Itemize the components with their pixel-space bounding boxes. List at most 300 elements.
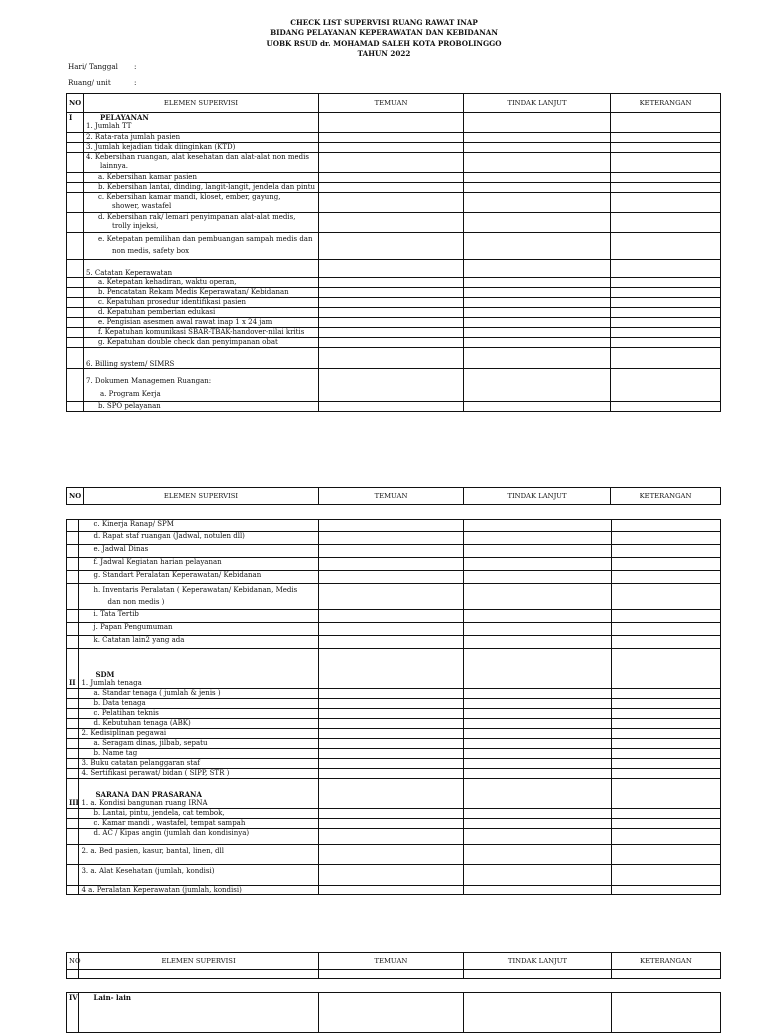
meta-unit-label: Ruang/ unit — [68, 78, 111, 87]
table-cell — [611, 636, 720, 649]
table-cell — [464, 709, 612, 719]
table-cell — [319, 153, 464, 173]
table-cell — [84, 369, 319, 402]
table-cell — [464, 558, 612, 571]
table-cell — [611, 558, 720, 571]
table-cell — [67, 689, 79, 699]
table-header-row — [67, 94, 721, 113]
table-row — [67, 623, 721, 636]
table-cell — [318, 886, 464, 895]
item-label: c. Kepatuhan prosedur identifikasi pasien — [84, 298, 319, 308]
table-cell — [611, 532, 720, 545]
table-cell — [464, 318, 611, 328]
table-cell — [611, 133, 721, 143]
table-cell — [464, 183, 611, 193]
table-row — [67, 699, 721, 709]
meta-colon: : — [134, 62, 137, 71]
table-cell — [464, 809, 612, 819]
table-row — [67, 970, 721, 979]
table-cell — [67, 819, 79, 829]
table-cell — [67, 328, 84, 338]
table-cell — [611, 729, 720, 739]
table-cell — [318, 819, 464, 829]
table-row — [67, 318, 721, 328]
table-cell[interactable] — [464, 113, 611, 133]
table-row — [67, 729, 721, 739]
table-cell — [318, 610, 464, 623]
table-cell — [67, 769, 79, 779]
table-cell — [464, 584, 612, 610]
table-cell — [67, 308, 84, 318]
table-cell — [611, 260, 721, 278]
table-cell — [67, 402, 84, 412]
table-cell — [67, 369, 84, 402]
table-cell — [318, 829, 464, 845]
table-row — [67, 719, 721, 729]
item-label: trolly injeksi, — [112, 222, 159, 230]
table-cell — [464, 749, 612, 759]
item-label: k. Catatan lain2 yang ada — [79, 636, 318, 649]
table-cell — [611, 520, 720, 532]
item-label: e. Ketepatan pemilihan dan pembuangan sampah medis dan — [98, 235, 313, 243]
table-row — [67, 759, 721, 769]
table-cell — [464, 348, 611, 369]
table-cell — [84, 193, 319, 213]
table-cell[interactable] — [611, 113, 721, 133]
item-label: a. Seragam dinas, jilbab, sepatu — [79, 739, 318, 749]
table-cell — [318, 739, 464, 749]
table-cell — [67, 153, 84, 173]
table-cell — [611, 649, 720, 689]
table-cell — [611, 183, 721, 193]
item-label: i. Tata Tertib — [79, 610, 318, 623]
section-number: II — [67, 649, 79, 689]
table-cell — [318, 970, 464, 979]
item-label: a. Kebersihan kamar pasien — [84, 173, 319, 183]
table-row — [67, 769, 721, 779]
table-row — [67, 809, 721, 819]
table-cell — [464, 729, 612, 739]
table-cell — [319, 348, 464, 369]
table-cell — [464, 779, 612, 809]
col-keterangan: KETERANGAN — [611, 488, 721, 505]
table-row — [67, 545, 721, 558]
item-label: g. Kepatuhan double check dan penyimpanan obat — [84, 338, 319, 348]
table-cell — [319, 298, 464, 308]
table-row — [67, 689, 721, 699]
table-cell — [611, 845, 720, 865]
table-cell — [318, 709, 464, 719]
table-cell — [464, 886, 612, 895]
table-cell — [464, 260, 611, 278]
table-cell — [67, 133, 84, 143]
table-cell — [318, 809, 464, 819]
table-row — [67, 636, 721, 649]
table-cell — [318, 759, 464, 769]
table-cell — [611, 143, 721, 153]
item-label: c. Kamar mandi , wastafel, tempat sampah — [79, 819, 318, 829]
item-label: 3. a. Alat Kesehatan (jumlah, kondisi) — [79, 865, 318, 886]
table-cell — [611, 829, 720, 845]
table-cell — [67, 809, 79, 819]
table-row — [67, 749, 721, 759]
table-cell — [464, 545, 612, 558]
checklist-table-2 — [66, 519, 721, 895]
table-cell — [319, 143, 464, 153]
item-label: h. Inventaris Peralatan ( Keperawatan/ Kebidanan, Medis — [93, 586, 298, 594]
table-header-row — [67, 488, 721, 505]
table-cell — [611, 288, 721, 298]
table-cell — [464, 610, 612, 623]
table-cell — [318, 520, 464, 532]
table-cell — [464, 970, 612, 979]
table-cell — [67, 709, 79, 719]
item-label: 7. Dokumen Managemen Ruangan: — [86, 377, 212, 385]
table-cell — [67, 143, 84, 153]
table-cell — [464, 819, 612, 829]
table-cell — [67, 532, 79, 545]
table-cell — [611, 173, 721, 183]
table-cell — [611, 610, 720, 623]
table-cell — [464, 153, 611, 173]
table-cell — [318, 845, 464, 865]
table-cell — [464, 699, 612, 709]
col-temuan: TEMUAN — [319, 94, 464, 113]
table-cell — [611, 623, 720, 636]
section-number: IV — [67, 993, 79, 1033]
checklist-table-3-header — [66, 952, 721, 979]
table-row — [67, 338, 721, 348]
table-cell — [611, 318, 721, 328]
table-cell — [319, 288, 464, 298]
col-elemen: ELEMEN SUPERVISI — [84, 488, 319, 505]
col-keterangan: KETERANGAN — [611, 953, 720, 970]
table-cell — [67, 298, 84, 308]
item-label: 2. Kedisiplinan pegawai — [79, 729, 318, 739]
table-cell — [611, 709, 720, 719]
item-label: 3. Buku catatan pelanggaran staf — [79, 759, 318, 769]
table-cell — [464, 829, 612, 845]
table-cell — [464, 520, 612, 532]
table-cell — [464, 213, 611, 233]
table-cell — [611, 402, 721, 412]
table-header-row — [67, 953, 721, 970]
table-cell — [67, 520, 79, 532]
table-cell — [319, 369, 464, 402]
table-row — [67, 558, 721, 571]
meta-date — [68, 62, 137, 71]
item-label: 2. Rata-rata jumlah pasien — [84, 133, 319, 143]
item-label: 3. Jumlah kejadian tidak diinginkan (KTD) — [84, 143, 319, 153]
checklist-table-3 — [66, 992, 721, 1033]
table-cell — [464, 143, 611, 153]
table-row — [67, 532, 721, 545]
table-cell — [67, 173, 84, 183]
section-number: I — [67, 113, 84, 133]
table-cell — [67, 278, 84, 288]
table-cell — [464, 759, 612, 769]
item-label: 5. Catatan Keperawatan — [84, 260, 319, 278]
table-cell — [318, 749, 464, 759]
table-cell — [318, 636, 464, 649]
table-cell — [318, 779, 464, 809]
item-label: a. Program Kerja — [100, 390, 161, 398]
table-cell — [611, 779, 720, 809]
table-cell — [67, 318, 84, 328]
table-cell — [611, 759, 720, 769]
table-cell — [67, 886, 79, 895]
section-title: SARANA DAN PRASARANA — [95, 790, 202, 799]
item-label: non medis, safety box — [112, 247, 190, 255]
table-cell — [464, 571, 612, 584]
table-row — [67, 183, 721, 193]
table-cell — [319, 278, 464, 288]
table-cell — [464, 623, 612, 636]
item-label: 1. a. Kondisi bangunan ruang IRNA — [81, 799, 208, 807]
item-label: e. Pengisian asesmen awal rawat inap 1 x 24 jam — [84, 318, 319, 328]
item-label: a. Ketepatan kehadiran, waktu operan, — [84, 278, 319, 288]
table-cell[interactable] — [319, 113, 464, 133]
table-row — [67, 829, 721, 845]
table-cell — [464, 233, 611, 260]
checklist-table-1 — [66, 93, 721, 412]
table-cell — [464, 288, 611, 298]
table-cell — [464, 298, 611, 308]
table-cell — [84, 113, 319, 133]
table-row — [67, 113, 721, 133]
table-cell — [611, 369, 721, 402]
table-cell — [611, 278, 721, 288]
table-cell — [67, 829, 79, 845]
table-cell — [67, 193, 84, 213]
meta-date-label: Hari/ Tanggal — [68, 62, 118, 71]
table-cell — [464, 636, 612, 649]
table-cell — [67, 636, 79, 649]
table-cell — [67, 571, 79, 584]
table-row — [67, 260, 721, 278]
table-cell — [67, 845, 79, 865]
item-label: j. Papan Pengumuman — [79, 623, 318, 636]
table-cell — [464, 278, 611, 288]
item-label: e. Jadwal Dinas — [79, 545, 318, 558]
item-label: b. Name tag — [79, 749, 318, 759]
table-cell — [319, 193, 464, 213]
table-row — [67, 993, 721, 1033]
table-cell — [319, 213, 464, 233]
table-cell — [611, 970, 720, 979]
table-cell — [464, 308, 611, 318]
section-number: III — [67, 779, 79, 809]
item-label: b. Data tenaga — [79, 699, 318, 709]
table-cell — [611, 233, 721, 260]
table-cell — [319, 338, 464, 348]
table-cell — [611, 338, 721, 348]
table-cell — [319, 318, 464, 328]
document-header — [0, 18, 768, 60]
col-no: NO — [67, 953, 79, 970]
table-cell — [611, 213, 721, 233]
table-cell — [611, 993, 720, 1033]
header-title: CHECK LIST SUPERVISI RUANG RAWAT INAP — [290, 18, 478, 27]
table-cell — [611, 193, 721, 213]
table-cell — [318, 584, 464, 610]
table-cell — [318, 719, 464, 729]
item-label: 4 a. Peralatan Keperawatan (jumlah, kondisi) — [79, 886, 318, 895]
table-cell — [611, 328, 721, 338]
table-cell — [67, 558, 79, 571]
table-cell — [464, 689, 612, 699]
table-row — [67, 193, 721, 213]
col-keterangan: KETERANGAN — [611, 94, 721, 113]
item-label: d. Kebersihan rak/ lemari penyimpanan alat-alat medis, — [98, 213, 296, 221]
table-row — [67, 213, 721, 233]
table-row — [67, 520, 721, 532]
item-label: 4. Kebersihan ruangan, alat kesehatan dan alat-alat non medis — [86, 153, 309, 161]
table-cell — [611, 719, 720, 729]
table-cell — [611, 153, 721, 173]
header-hospital: UOBK RSUD dr. MOHAMAD SALEH KOTA PROBOLINGGO — [266, 38, 502, 48]
table-cell — [318, 545, 464, 558]
table-cell — [319, 173, 464, 183]
table-cell — [611, 571, 720, 584]
table-cell — [318, 993, 464, 1033]
item-label: 6. Billing system/ SIMRS — [84, 348, 319, 369]
table-row — [67, 819, 721, 829]
table-cell — [611, 308, 721, 318]
table-cell — [464, 769, 612, 779]
col-no: NO — [67, 488, 84, 505]
table-cell — [67, 610, 79, 623]
meta-colon: : — [134, 78, 137, 87]
table-cell — [464, 719, 612, 729]
table-cell — [319, 133, 464, 143]
table-cell — [67, 729, 79, 739]
table-cell — [611, 809, 720, 819]
table-row — [67, 610, 721, 623]
table-cell — [67, 699, 79, 709]
table-row — [67, 233, 721, 260]
table-row — [67, 649, 721, 689]
header-year: TAHUN 2022 — [357, 49, 411, 59]
table-cell — [464, 649, 612, 689]
section-title: PELAYANAN — [100, 113, 149, 122]
item-label: a. Standar tenaga ( jumlah & jenis ) — [79, 689, 318, 699]
table-cell — [84, 213, 319, 233]
table-cell — [464, 173, 611, 183]
table-cell — [611, 348, 721, 369]
table-cell — [611, 886, 720, 895]
table-cell — [67, 233, 84, 260]
table-cell — [611, 819, 720, 829]
col-tindak: TINDAK LANJUT — [464, 94, 611, 113]
col-temuan: TEMUAN — [319, 488, 464, 505]
table-cell — [318, 769, 464, 779]
table-cell — [464, 369, 611, 402]
table-cell — [464, 338, 611, 348]
col-elemen: ELEMEN SUPERVISI — [84, 94, 319, 113]
table-cell — [611, 749, 720, 759]
table-cell — [464, 193, 611, 213]
table-cell — [67, 260, 84, 278]
table-row — [67, 402, 721, 412]
table-cell — [79, 970, 318, 979]
col-temuan: TEMUAN — [318, 953, 464, 970]
table-cell — [611, 689, 720, 699]
table-cell — [67, 338, 84, 348]
table-cell — [318, 571, 464, 584]
item-label: d. Rapat staf ruangan (Jadwal, notulen dll) — [79, 532, 318, 545]
table-row — [67, 709, 721, 719]
table-row — [67, 739, 721, 749]
table-cell — [318, 623, 464, 636]
item-label: lainnya. — [100, 162, 129, 170]
table-row — [67, 348, 721, 369]
table-cell — [318, 532, 464, 545]
item-label: 2. a. Bed pasien, kasur, bantal, linen, dll — [79, 845, 318, 865]
table-cell — [319, 308, 464, 318]
table-cell — [79, 779, 318, 809]
item-label: d. AC / Kipas angin (jumlah dan kondisinya) — [79, 829, 318, 845]
header-department: BIDANG PELAYANAN KEPERAWATAN DAN KEBIDANAN — [270, 28, 498, 38]
col-no: NO — [67, 94, 84, 113]
table-row — [67, 865, 721, 886]
table-cell — [67, 584, 79, 610]
table-cell — [611, 584, 720, 610]
item-label: dan non medis ) — [107, 598, 165, 606]
table-cell — [84, 233, 319, 260]
table-cell — [464, 739, 612, 749]
table-cell — [464, 865, 612, 886]
table-cell — [67, 749, 79, 759]
item-label: 1. Jumlah TT — [86, 122, 132, 130]
table-row — [67, 584, 721, 610]
item-label: b. SPO pelayanan — [84, 402, 319, 412]
table-cell — [67, 719, 79, 729]
col-tindak: TINDAK LANJUT — [464, 488, 611, 505]
table-cell — [318, 729, 464, 739]
table-cell — [319, 260, 464, 278]
table-row — [67, 153, 721, 173]
table-cell — [67, 623, 79, 636]
table-row — [67, 173, 721, 183]
table-cell — [67, 183, 84, 193]
item-label: b. Kebersihan lantai, dinding, langit-langit, jendela dan pintu — [84, 183, 319, 193]
table-cell — [67, 970, 79, 979]
table-row — [67, 288, 721, 298]
item-label: c. Kebersihan kamar mandi, kloset, ember, gayung, — [98, 193, 281, 201]
item-label: b. Pencatatan Rekam Medis Keperawatan/ Kebidanan — [84, 288, 319, 298]
table-row — [67, 779, 721, 809]
table-row — [67, 571, 721, 584]
table-cell — [611, 298, 721, 308]
col-tindak: TINDAK LANJUT — [464, 953, 612, 970]
table-row — [67, 328, 721, 338]
item-label: shower, wastafel — [112, 202, 172, 210]
item-label: c. Pelatihan teknis — [79, 709, 318, 719]
table-row — [67, 845, 721, 865]
table-cell — [464, 845, 612, 865]
table-cell — [611, 699, 720, 709]
item-label: 4. Sertifikasi perawat/ bidan ( SIPP, STR ) — [79, 769, 318, 779]
table-cell — [319, 233, 464, 260]
table-cell — [67, 759, 79, 769]
table-cell — [67, 348, 84, 369]
section-title: SDM — [95, 670, 115, 679]
table-row — [67, 143, 721, 153]
item-label: f. Jadwal Kegiatan harian pelayanan — [79, 558, 318, 571]
table-cell — [318, 649, 464, 689]
table-cell — [464, 993, 612, 1033]
